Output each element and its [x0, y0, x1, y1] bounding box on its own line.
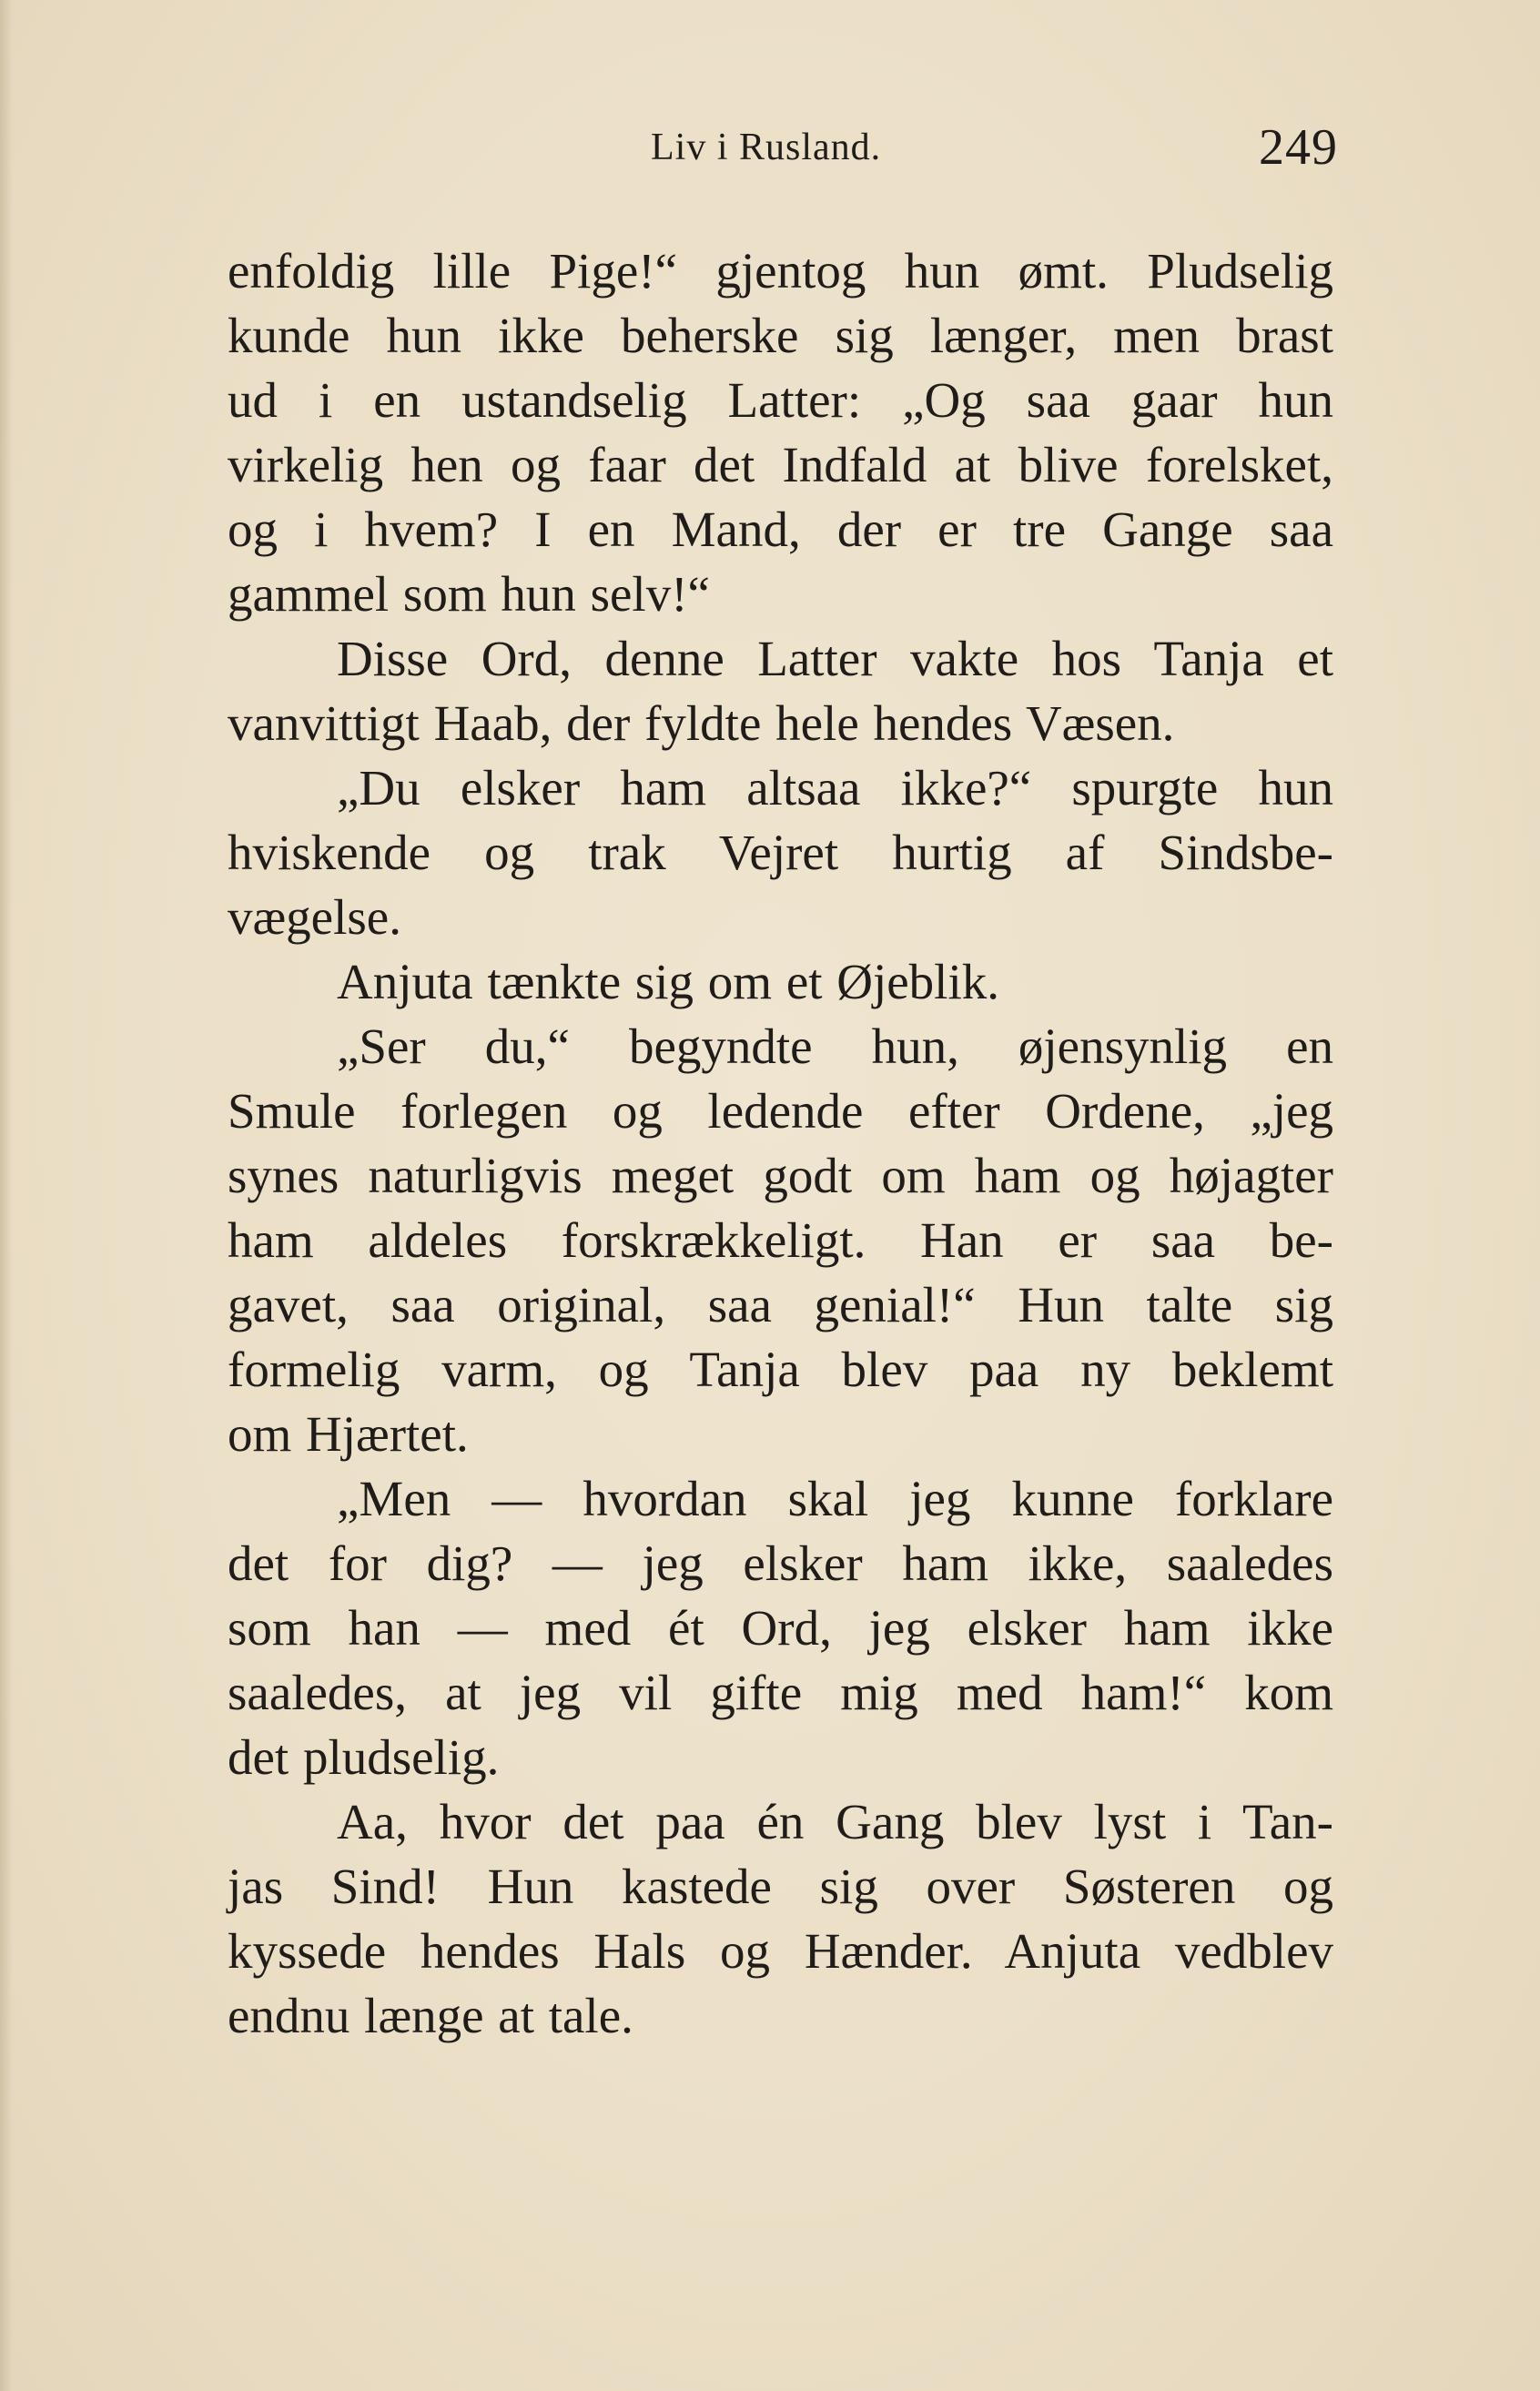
text-line: Smule forlegen og ledende efter Ordene, „jeg [228, 1083, 1333, 1139]
running-title: Liv i Rusland. [651, 127, 882, 168]
text-line: „Ser du,“ begyndte hun, øjensynlig en [337, 1018, 1333, 1074]
text-line: jas Sind! Hun kastede sig over Søsteren og [228, 1859, 1333, 1914]
text-line: vanvittigt Haab, der fyldte hele hendes Væsen. [228, 695, 1175, 751]
text-line: Disse Ord, denne Latter vakte hos Tanja et [337, 631, 1333, 686]
page-number: 249 [1259, 119, 1338, 176]
text-line: „Men — hvordan skal jeg kunne forklare [337, 1471, 1333, 1526]
text-line: kyssede hendes Hals og Hænder. Anjuta vedblev [228, 1923, 1333, 1979]
text-line: det for dig? — jeg elsker ham ikke, saaledes [228, 1535, 1333, 1591]
text-line: endnu længe at tale. [228, 1988, 633, 2043]
text-line: Aa, hvor det paa én Gang blev lyst i Tan- [337, 1794, 1333, 1849]
text-line: virkelig hen og faar det Indfald at blive forelsket, [228, 437, 1333, 492]
text-line: det pludselig. [228, 1729, 500, 1785]
text-line: enfoldig lille Pige!“ gjentog hun ømt. Pludselig [228, 243, 1333, 299]
text-line: saaledes, at jeg vil gifte mig med ham!“ kom [228, 1665, 1333, 1720]
text-line: gavet, saa original, saa genial!“ Hun talte sig [228, 1277, 1333, 1332]
text-line: „Du elsker ham altsaa ikke?“ spurgte hun [337, 760, 1333, 816]
text-line: om Hjærtet. [228, 1406, 469, 1462]
text-line: ud i en ustandselig Latter: „Og saa gaar hun [228, 372, 1333, 428]
text-line: Anjuta tænkte sig om et Øjeblik. [337, 954, 999, 1009]
text-line: kunde hun ikke beherske sig længer, men brast [228, 308, 1333, 363]
text-line: som han — med ét Ord, jeg elsker ham ikke [228, 1600, 1333, 1656]
text-line: synes naturligvis meget godt om ham og højagter [228, 1148, 1333, 1203]
text-line: og i hvem? I en Mand, der er tre Gange saa [228, 502, 1333, 557]
page-binding-edge [0, 0, 13, 2391]
text-line: vægelse. [228, 889, 401, 945]
page-header [228, 118, 1338, 182]
text-line: formelig varm, og Tanja blev paa ny beklemt [228, 1342, 1333, 1397]
text-line: ham aldeles forskrækkeligt. Han er saa be- [228, 1212, 1333, 1268]
text-line: gammel som hun selv!“ [228, 566, 710, 622]
text-line: hviskende og trak Vejret hurtig af Sindsbe- [228, 825, 1333, 880]
body-text [228, 238, 1333, 2048]
